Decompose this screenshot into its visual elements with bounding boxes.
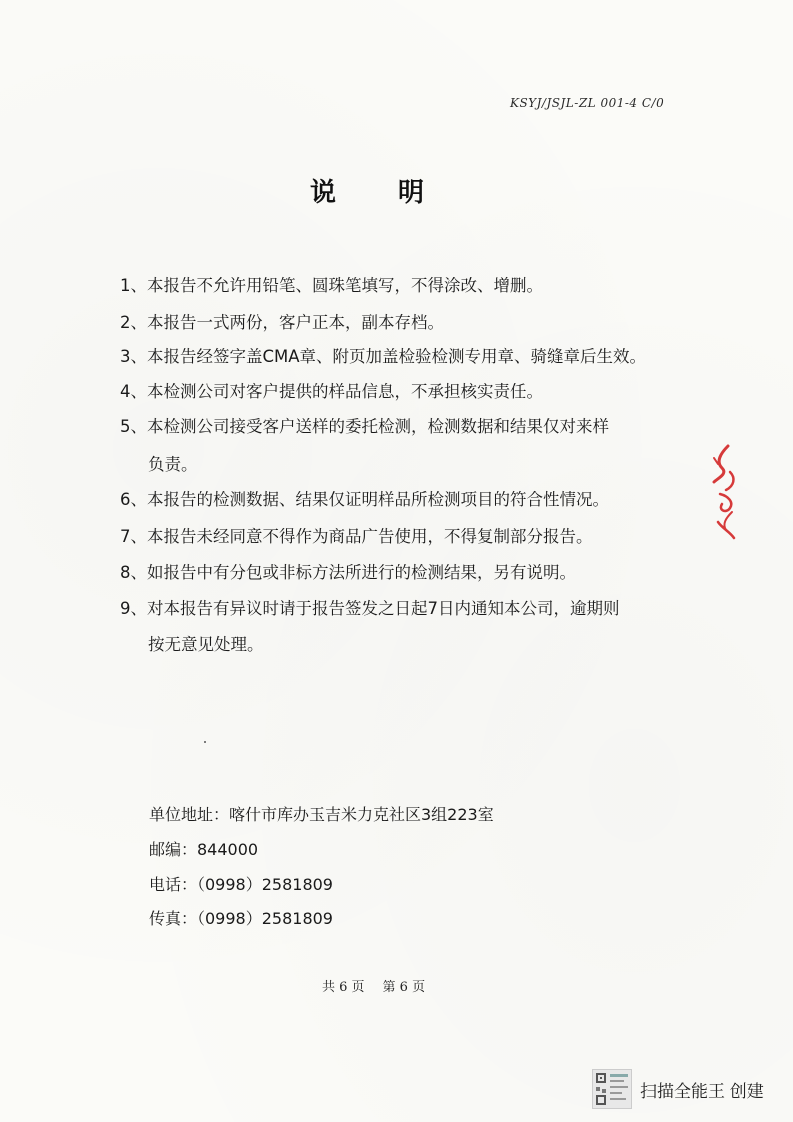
contact-phone: 电话：（0998）2581809 xyxy=(149,875,333,894)
page-number xyxy=(322,976,425,995)
page-current: 第 6 页 xyxy=(382,980,426,995)
document-title xyxy=(310,172,424,209)
title-char-1: 说 xyxy=(310,178,337,208)
notice-item-4: 4、本检测公司对客户提供的样品信息，不承担核实责任。 xyxy=(120,382,543,401)
title-char-2: 明 xyxy=(398,178,425,208)
notice-item-1: 1、本报告不允许用铅笔、圆珠笔填写，不得涂改、增删。 xyxy=(120,276,543,295)
scanner-watermark-text: 扫描全能王 创建 xyxy=(640,1081,764,1101)
contact-address: 单位地址：喀什市库办玉吉米力克社区3组223室 xyxy=(149,805,494,824)
notice-item-9-continuation: 按无意见处理。 xyxy=(148,635,264,654)
notice-item-6: 6、本报告的检测数据、结果仅证明样品所检测项目的符合性情况。 xyxy=(120,490,609,509)
notice-item-3: 3、本报告经签字盖CMA章、附页加盖检验检测专用章、骑缝章后生效。 xyxy=(120,347,647,366)
notice-item-7: 7、本报告未经同意不得作为商品广告使用，不得复制部分报告。 xyxy=(120,527,593,546)
document-code: KSYJ/JSJL-ZL 001-4 C/0 xyxy=(510,96,665,110)
notice-item-2: 2、本报告一式两份，客户正本，副本存档。 xyxy=(120,313,444,332)
notice-item-8: 8、如报告中有分包或非标方法所进行的检测结果，另有说明。 xyxy=(120,563,576,582)
scanner-watermark xyxy=(592,1069,764,1109)
page-total: 共 6 页 xyxy=(322,980,365,995)
scan-speck xyxy=(204,741,206,743)
seam-seal-stamp xyxy=(708,444,742,540)
scanner-logo-icon xyxy=(592,1069,632,1109)
notice-item-5-continuation: 负责。 xyxy=(148,455,198,474)
notice-item-9: 9、对本报告有异议时请于报告签发之日起7日内通知本公司，逾期则 xyxy=(120,599,620,618)
contact-fax: 传真：（0998）2581809 xyxy=(149,909,333,928)
contact-postcode: 邮编：844000 xyxy=(149,840,259,859)
notice-item-5: 5、本检测公司接受客户送样的委托检测，检测数据和结果仅对来样 xyxy=(120,417,609,436)
